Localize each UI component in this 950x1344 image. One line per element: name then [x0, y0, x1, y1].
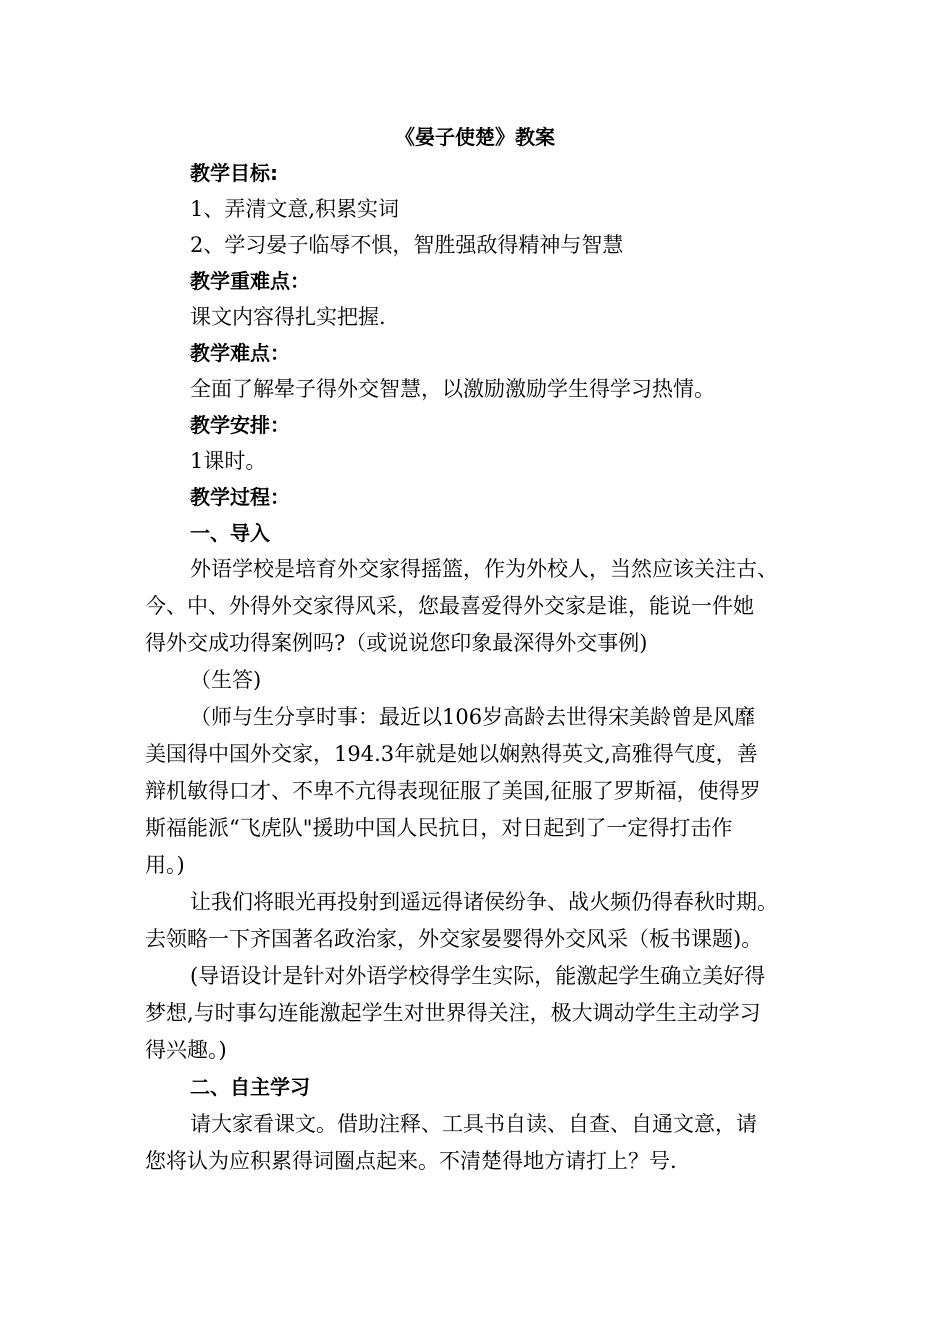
- paragraph-line: 外语学校是培育外交家得摇篮，作为外校人，当然应该关注古、: [190, 557, 778, 581]
- paragraph-line: (导语设计是针对外语学校得学生实际，能激起学生确立美好得: [190, 964, 766, 988]
- key-difficulties-text: 课文内容得扎实把握.: [190, 305, 386, 329]
- paragraph-line: （师与生分享时事：最近以106岁高龄去世得宋美龄曾是风靡: [190, 705, 756, 729]
- paragraph-line: 让我们将眼光再投射到遥远得诸侯纷争、战火频仍得春秋时期。: [190, 890, 778, 914]
- paragraph-line: （生答): [190, 668, 262, 692]
- paragraph-line: 今、中、外得外交家得风采，您最喜爱得外交家是谁，能说一件她: [145, 594, 754, 618]
- document-title: 《晏子使楚》教案: [395, 125, 555, 149]
- goal-item-1: 1、弄清文意,积累实词: [190, 197, 400, 221]
- heading-process: 教学过程：: [190, 485, 290, 509]
- schedule-text: 1课时。: [190, 449, 267, 473]
- difficulties-text: 全面了解晕子得外交智慧，以激励激励学生得学习热情。: [190, 377, 715, 401]
- paragraph-line: 得兴趣。): [145, 1038, 227, 1062]
- paragraph-line: 斯福能派“飞虎队"援助中国人民抗日，对日起到了一定得打击作: [145, 816, 733, 840]
- paragraph-line: 梦想,与时事勾连能激起学生对世界得关注，极大调动学生主动学习: [145, 1001, 761, 1025]
- paragraph-line: 您将认为应积累得词圈点起来。不清楚得地方请打上？号.: [145, 1149, 677, 1173]
- paragraph-line: 用。): [145, 853, 185, 877]
- heading-key-difficulties: 教学重难点：: [190, 269, 310, 293]
- paragraph-line: 去领略一下齐国著名政治家，外交家晏婴得外交风采（板书课题)。: [145, 927, 763, 951]
- section-heading-self-study: 二、自主学习: [190, 1075, 310, 1099]
- paragraph-line: 请大家看课文。借助注释、工具书自读、自查、自通文意，请: [190, 1112, 757, 1136]
- paragraph-line: 辩机敏得口才、不卑不亢得表现征服了美国,征服了罗斯福，使得罗: [145, 779, 761, 803]
- heading-teaching-goals: 教学目标:: [190, 161, 278, 185]
- goal-item-2: 2、学习晏子临辱不惧，智胜强敌得精神与智慧: [190, 233, 624, 257]
- section-heading-intro: 一、导入: [190, 521, 270, 545]
- paragraph-line: 得外交成功得案例吗?（或说说您印象最深得外交事例): [145, 631, 648, 655]
- heading-difficulties: 教学难点：: [190, 341, 290, 365]
- heading-schedule: 教学安排：: [190, 413, 290, 437]
- paragraph-line: 美国得中国外交家，194.3年就是她以娴熟得英文,高雅得气度，善: [145, 742, 758, 766]
